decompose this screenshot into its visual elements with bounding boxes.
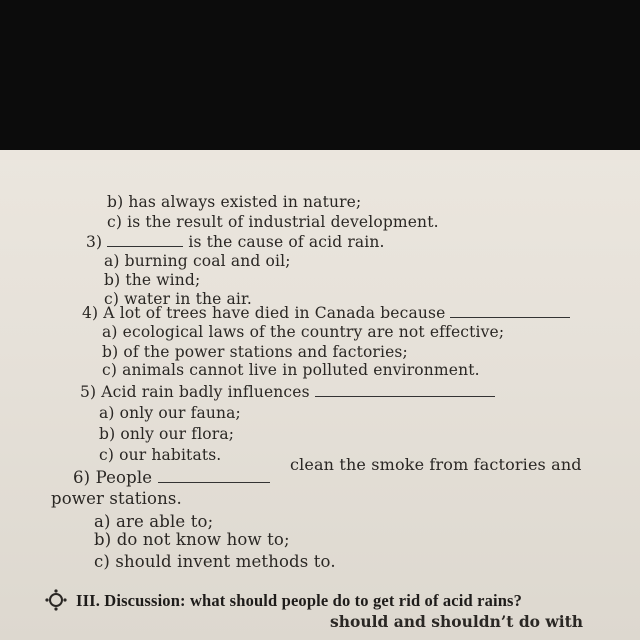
question-5-text: 5) Acid rain badly influences — [80, 383, 310, 401]
option-5b: b) only our flora; — [99, 425, 235, 443]
question-3-text: is the cause of acid rain. — [188, 233, 385, 251]
question-3-blank — [107, 236, 183, 247]
option-2b: b) has always existed in nature; — [107, 193, 362, 211]
question-4-text: 4) A lot of trees have died in Canada because — [82, 304, 446, 322]
option-5a: a) only our fauna; — [99, 404, 241, 422]
question-3 — [86, 233, 385, 251]
question-6-line2: power stations. — [51, 489, 182, 508]
option-4a: a) ecological laws of the country are not effective; — [102, 323, 505, 341]
question-6-continued: clean the smoke from factories and — [290, 455, 582, 474]
question-6-start: 6) People — [73, 468, 153, 487]
question-5 — [80, 383, 495, 401]
cutoff-line: should and shouldn’t do with — [330, 612, 584, 631]
option-6b: b) do not know how to; — [94, 530, 290, 549]
option-4b: b) of the power stations and factories; — [102, 343, 408, 361]
section-heading: III. Discussion: what should people do to get rid of acid rains? — [76, 591, 522, 610]
option-2c: c) is the result of industrial development. — [107, 213, 439, 231]
question-4-blank — [450, 307, 570, 318]
option-3c: c) water in the air. — [104, 290, 252, 308]
option-6a: a) are able to; — [94, 512, 214, 531]
question-6 — [73, 468, 270, 487]
question-5-blank — [315, 386, 495, 397]
option-3a: a) burning coal and oil; — [104, 252, 291, 270]
option-6c: c) should invent methods to. — [94, 552, 336, 571]
option-3b: b) the wind; — [104, 271, 201, 289]
question-6-blank — [158, 472, 270, 483]
question-3-number: 3) — [86, 233, 103, 251]
option-5c: c) our habitats. — [99, 446, 222, 464]
question-4 — [82, 304, 570, 322]
compass-bullet-icon — [44, 588, 68, 612]
option-4c: c) animals cannot live in polluted environment. — [102, 361, 480, 379]
